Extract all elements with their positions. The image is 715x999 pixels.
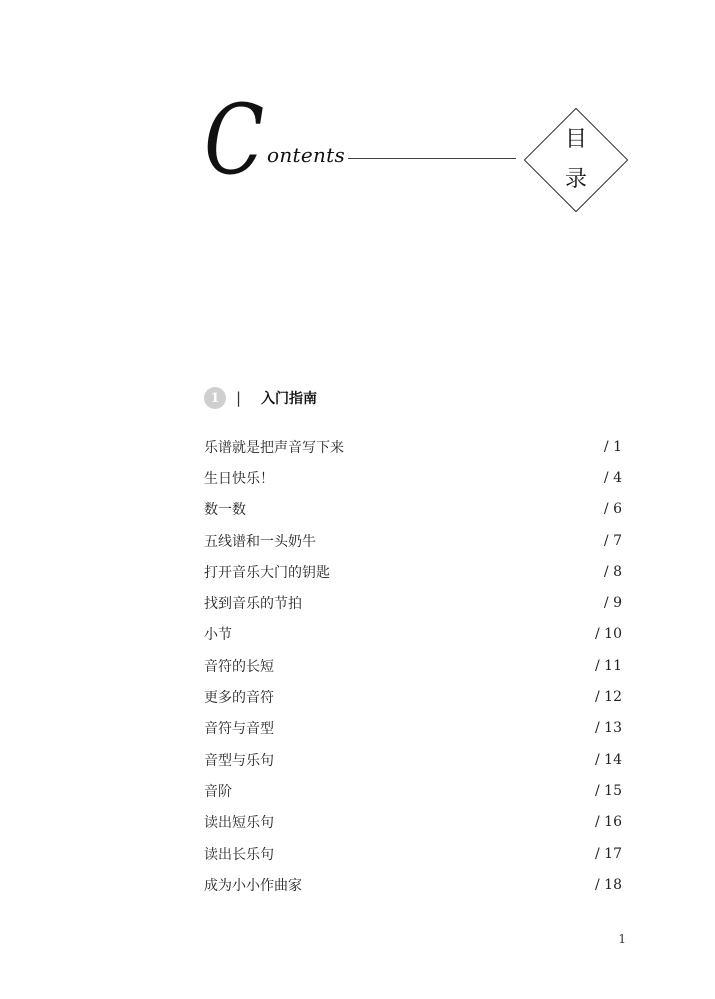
toc-entry-page: / 8	[603, 563, 622, 580]
toc-entry[interactable]	[204, 681, 622, 712]
section-number-badge: 1	[204, 387, 226, 409]
toc-entry[interactable]	[204, 431, 622, 462]
toc-entry-title: 读出短乐句	[204, 815, 274, 832]
toc-entry-page: / 14	[595, 751, 622, 768]
toc-entry-title: 成为小小作曲家	[204, 877, 302, 894]
toc-entry-page: / 4	[603, 469, 622, 486]
toc-entry-page: / 18	[595, 876, 622, 893]
toc-entry-title: 五线谱和一头奶牛	[204, 533, 316, 550]
toc-list	[204, 431, 622, 900]
toc-entry-title: 乐谱就是把声音写下来	[204, 439, 344, 456]
toc-entry-page: / 13	[595, 720, 622, 737]
section-separator: |	[236, 389, 242, 407]
diamond-char-1: 目	[564, 127, 587, 152]
toc-entry[interactable]	[204, 462, 622, 493]
toc-entry[interactable]	[204, 869, 622, 900]
toc-entry-page: / 1	[603, 438, 622, 455]
toc-entry-title: 数一数	[204, 502, 246, 519]
toc-entry[interactable]	[204, 744, 622, 775]
toc-entry-page: / 16	[595, 814, 622, 831]
toc-entry[interactable]	[204, 650, 622, 681]
toc-entry-title: 小节	[204, 627, 232, 644]
toc-entry[interactable]	[204, 775, 622, 806]
toc-entry-page: / 10	[595, 626, 622, 643]
toc-entry[interactable]	[204, 525, 622, 556]
toc-entry-page: / 15	[595, 782, 622, 799]
toc-entry-title: 音型与乐句	[204, 752, 274, 769]
toc-entry-title: 更多的音符	[204, 690, 274, 707]
toc-entry[interactable]	[204, 619, 622, 650]
toc-entry[interactable]	[204, 713, 622, 744]
diamond-char-2: 录	[564, 167, 587, 192]
toc-entry[interactable]	[204, 556, 622, 587]
toc-entry[interactable]	[204, 587, 622, 618]
heading-rule	[348, 158, 516, 159]
toc-entry-page: / 17	[595, 845, 622, 862]
section-header	[204, 387, 317, 409]
toc-entry-page: / 6	[603, 501, 622, 518]
toc-entry-title: 音阶	[204, 783, 232, 800]
toc-entry[interactable]	[204, 838, 622, 869]
toc-entry-title: 音符与音型	[204, 721, 274, 738]
toc-entry-title: 读出长乐句	[204, 846, 274, 863]
toc-entry-page: / 11	[595, 657, 622, 674]
page-number: 1	[618, 932, 626, 946]
section-title: 入门指南	[261, 391, 318, 407]
diamond-label	[556, 120, 596, 200]
toc-entry-title: 音符的长短	[204, 658, 274, 675]
contents-heading: ontents	[267, 143, 346, 167]
toc-entry[interactable]	[204, 807, 622, 838]
toc-entry-page: / 7	[603, 532, 622, 549]
toc-entry-page: / 9	[603, 595, 622, 612]
toc-entry-title: 打开音乐大门的钥匙	[204, 564, 330, 581]
toc-entry-page: / 12	[595, 689, 622, 706]
toc-entry-title: 生日快乐！	[204, 470, 274, 487]
contents-initial: C	[204, 84, 265, 196]
toc-entry-title: 找到音乐的节拍	[204, 596, 302, 613]
toc-entry[interactable]	[204, 494, 622, 525]
